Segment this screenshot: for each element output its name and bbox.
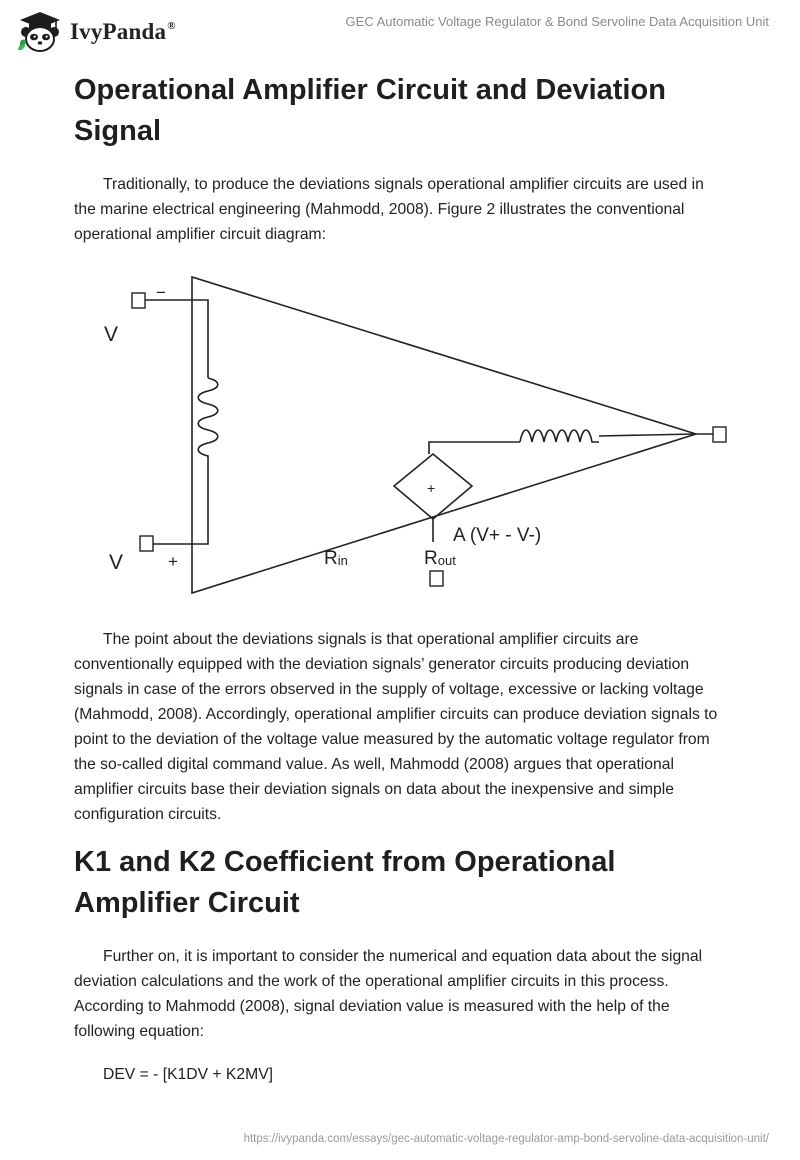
label-r-out: Rout bbox=[424, 548, 456, 569]
label-gain: A (V+ - V-) bbox=[453, 525, 542, 546]
inverting-input-terminal bbox=[132, 293, 145, 308]
page-header bbox=[0, 0, 800, 60]
circuit-diagram-svg bbox=[96, 268, 746, 604]
paragraph-equation-intro: Further on, it is important to consider the numerical and equation data about the signal deviation calculations and the work of the operational amplifier circuits in this process. According to Mahmodd (2008), signal deviation value is measured with the help of the following equation: bbox=[74, 948, 703, 1040]
brand-text: IvyPanda bbox=[70, 19, 167, 44]
label-r-in: Rin bbox=[324, 548, 348, 569]
label-plus: + bbox=[168, 552, 178, 571]
paragraph-intro: Traditionally, to produce the deviations signals operational amplifier circuits are used in the marine electrical engineering (Mahmodd, 2008). Figure 2 illustrates the conventional operational amplifier circuit diagram: bbox=[74, 176, 704, 243]
source-url-link[interactable]: https://ivypanda.com/essays/gec-automatic-voltage-regulator-amp-bond-servoline-data-acquisition-unit/ bbox=[243, 1133, 769, 1145]
paragraph-deviation-signals: The point about the deviations signals is that operational amplifier circuits are conventionally equipped with the deviation signals’ generator circuits producing deviation signals in case of the errors observed in the supply of voltage, excessive or lacking voltage (Mahmodd, 2008). Accordingly, operational amplifier circuits can produce deviation signals to point to the deviation of the voltage value measured by the automatic voltage regulator from the so-called digital command value. As well, Mahmodd (2008) argues that operational amplifier circuits base their deviation signals on data about the inexpensive and simple configuration circuits. bbox=[74, 631, 718, 823]
label-v-top: V bbox=[104, 323, 119, 346]
output-terminal bbox=[713, 427, 726, 442]
section-heading-op-amp: Operational Amplifier Circuit and Deviation Signal bbox=[74, 74, 666, 147]
document-title: GEC Automatic Voltage Regulator & Bond Servoline Data Acquisition Unit bbox=[345, 14, 769, 29]
input-resistor-r-in bbox=[198, 378, 218, 464]
brand-name bbox=[70, 19, 176, 45]
section-heading-k1-k2: K1 and K2 Coefficient from Operational Amplifier Circuit bbox=[74, 846, 616, 919]
label-v-bottom: V bbox=[109, 551, 124, 574]
ivypanda-logo[interactable] bbox=[16, 10, 186, 54]
deviation-equation: DEV = - [K1DV + K2MV] bbox=[103, 1066, 274, 1083]
output-resistor-r-out bbox=[520, 430, 599, 442]
non-inverting-input-terminal bbox=[140, 536, 153, 551]
panda-mascot-icon bbox=[16, 10, 64, 54]
label-minus: − bbox=[156, 283, 166, 302]
op-amp-circuit-diagram bbox=[96, 268, 746, 604]
label-source-plus: + bbox=[427, 480, 436, 496]
registered-mark: ® bbox=[167, 20, 176, 32]
ground-terminal bbox=[430, 571, 443, 586]
